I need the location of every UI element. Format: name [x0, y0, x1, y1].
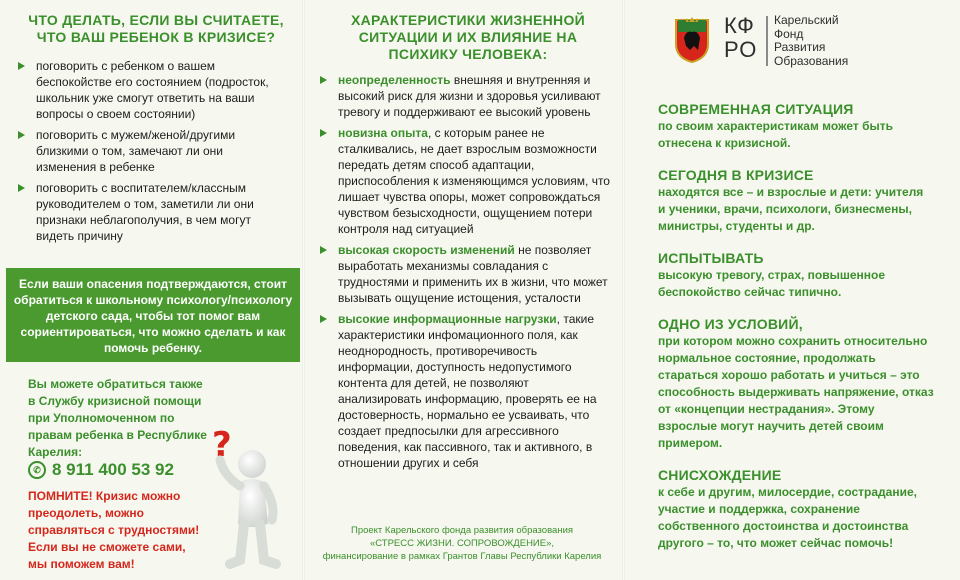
- middle-heading: ХАРАКТЕРИСТИКИ ЖИЗНЕННОЙ СИТУАЦИИ И ИХ ВЛИЯНИЕ НА ПСИХИКУ ЧЕЛОВЕКА:: [350, 12, 586, 62]
- phone-number[interactable]: 8 911 400 53 92: [52, 460, 174, 479]
- right-column: [622, 0, 960, 580]
- list-item: новизна опыта, с которым ранее не сталкивались, не дает взрослым возможности передать детям способ адаптации, приспособления к изменяющимся условиям, что лишает чувства опоры, может сопровождаться чувством безысходности, ощущением потери контроля над ситуацией: [316, 125, 612, 237]
- arrow-bullet-icon: [18, 131, 25, 139]
- arrow-bullet-icon: [18, 184, 25, 192]
- middle-column: [302, 0, 622, 580]
- section-title: СНИСХОЖДЕНИЕ: [658, 467, 782, 483]
- arrow-bullet-icon: [320, 315, 327, 323]
- left-bullet-list: [14, 58, 286, 249]
- list-item: высокие информационные нагрузки, такие характеристики инфомационного поля, как неоднородность, противоречивость информации, доступность недопустимого контента для детей, не позволяют анализировать информацию, проверять ее на достоверность, нормально ее усваивать, что создает предпосылки для агрессивного поведения, как пассивного, так и активного, в отношении других и себя: [316, 311, 612, 471]
- project-footer: [312, 524, 612, 563]
- logo-text: Карельский Фонд Развития Образования: [774, 13, 849, 68]
- section-title: СЕГОДНЯ В КРИЗИСЕ: [658, 167, 814, 183]
- svg-text:?: ?: [212, 425, 232, 465]
- phone-row[interactable]: [28, 460, 174, 480]
- footer-line-2: «СТРЕСС ЖИЗНИ. СОПРОВОЖДЕНИЕ»,: [369, 538, 555, 549]
- remember-label: ПОМНИТЕ!: [28, 489, 93, 503]
- list-item: высокая скорость изменений не позволяет выработать механизмы совладания с трудностями и применить их в жизни, что может вызывать ощущение истощения, усталости: [316, 242, 612, 306]
- arrow-bullet-icon: [320, 76, 327, 84]
- logo-divider: [766, 16, 768, 66]
- logo-letters: КФ РО: [724, 13, 758, 62]
- section: [658, 166, 934, 235]
- section-title: СОВРЕМЕННАЯ СИТУАЦИЯ: [658, 101, 854, 117]
- phone-icon: ✆: [28, 461, 46, 479]
- list-item: поговорить с мужем/женой/другими близкими о том, замечают ли они изменения в ребенке: [14, 127, 286, 175]
- section-title: ОДНО ИЗ УСЛОВИЙ,: [658, 316, 803, 332]
- section-title: ИСПЫТЫВАТЬ: [658, 250, 764, 266]
- coat-of-arms-icon: [672, 16, 712, 64]
- section-body: по своим характеристикам может быть отнесена к кризисной.: [658, 119, 894, 150]
- section-body: к себе и другим, милосердие, сострадание, участие и поддержка, сохранение собственного достоинства и достоинства другого – то, что может сейчас помочь!: [658, 485, 917, 550]
- right-sections: [658, 100, 934, 566]
- advice-box: [6, 268, 300, 362]
- advice-text: Если ваши опасения подтверждаются, стоит обратиться к школьному психологу/психологу детского сада, чтобы тот помог вам сориентироваться, что можно сделать и как помочь ребенку.: [13, 277, 293, 355]
- section: [658, 315, 934, 452]
- section: [658, 249, 934, 301]
- footer-line-1: Проект Карельского фонда развития образования: [350, 525, 574, 536]
- logo: [672, 12, 932, 72]
- left-column: [0, 0, 302, 580]
- arrow-bullet-icon: [18, 62, 25, 70]
- question-figure-icon: [206, 420, 296, 570]
- left-heading: ЧТО ДЕЛАТЬ, ЕСЛИ ВЫ СЧИТАЕТЕ, ЧТО ВАШ РЕБЕНОК В КРИЗИСЕ?: [28, 12, 284, 45]
- section-body: при котором можно сохранить относительно нормальное состояние, продолжать стараться хорошо работать и учиться – это способность выдерживать напряжение, отказ от «концепции нестрадания». Этому взрослые могут научить детей своим примером.: [658, 334, 934, 450]
- arrow-bullet-icon: [320, 129, 327, 137]
- contact-text: Вы можете обратиться также в Службу кризисной помощи при Уполномоченном по правам ребенка в Республике Карелия:: [28, 377, 207, 459]
- middle-bullet-list: [316, 72, 612, 476]
- remember-text: Кризис можно преодолеть, можно справляться с трудностями! Если вы не сможете сами, мы поможем вам!: [28, 489, 200, 571]
- remember-block: [28, 488, 208, 573]
- section: [658, 100, 934, 152]
- footer-line-3: финансирование в рамках Грантов Главы Республики Карелия: [322, 551, 602, 562]
- list-item: поговорить с воспитателем/классным руководителем о том, заметили ли они признаки неблагополучия, в чем могут видеть причину: [14, 180, 286, 244]
- section-body: находятся все – и взрослые и дети: учителя и ученики, врачи, психологи, бизнесмены, министры, студенты и др.: [658, 185, 924, 233]
- list-item: неопределенность внешняя и внутренняя и высокий риск для жизни и здоровья усиливают тревогу и поддерживают ее высокий уровень: [316, 72, 612, 120]
- list-item: поговорить с ребенком о вашем беспокойстве его состоянием (подросток, школьник уже смогут ответить на ваши вопросы о своем состоянии): [14, 58, 286, 122]
- section: [658, 466, 934, 552]
- arrow-bullet-icon: [320, 246, 327, 254]
- section-body: высокую тревогу, страх, повышенное беспокойство сейчас типично.: [658, 268, 886, 299]
